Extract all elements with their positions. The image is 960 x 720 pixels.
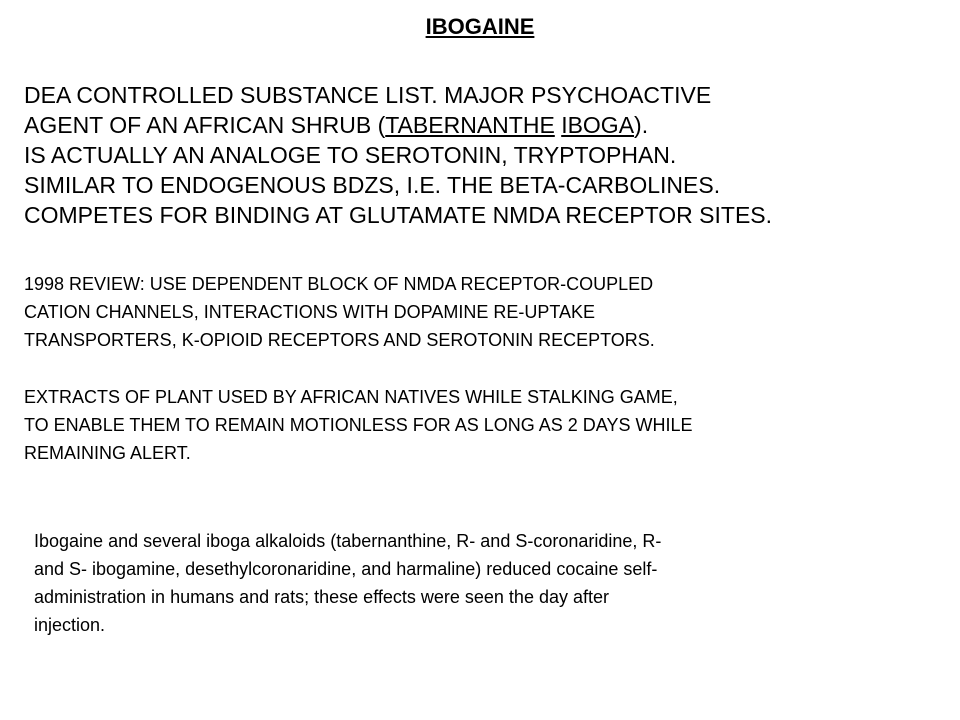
note-line-2: and S- ibogamine, desethylcoronaridine, and harmaline) reduced cocaine self- <box>34 559 658 579</box>
main-line-2-prefix: AGENT OF AN AFRICAN SHRUB ( <box>24 112 386 138</box>
note-line-1: Ibogaine and several iboga alkaloids (tabernanthine, R- and S-coronaridine, R- <box>34 531 662 551</box>
extracts-line-3: REMAINING ALERT. <box>24 443 191 463</box>
page-title: IBOGAINE <box>425 14 535 39</box>
main-line-2 <box>24 110 944 140</box>
extracts-line-2: TO ENABLE THEM TO REMAIN MOTIONLESS FOR AS LONG AS 2 DAYS WHILE <box>24 415 693 435</box>
extracts-line-1: EXTRACTS OF PLANT USED BY AFRICAN NATIVES WHILE STALKING GAME, <box>24 387 678 407</box>
species-name: IBOGA <box>561 112 635 138</box>
research-note <box>34 527 874 639</box>
review-line-3: TRANSPORTERS, K-OPIOID RECEPTORS AND SEROTONIN RECEPTORS. <box>24 330 655 350</box>
extracts-paragraph <box>24 383 944 467</box>
review-line-2: CATION CHANNELS, INTERACTIONS WITH DOPAMINE RE-UPTAKE <box>24 302 596 322</box>
genus-name: TABERNANTHE <box>385 112 555 138</box>
main-line-3: IS ACTUALLY AN ANALOGE TO SEROTONIN, TRYPTOPHAN. <box>24 142 677 168</box>
review-line-1: 1998 REVIEW: USE DEPENDENT BLOCK OF NMDA RECEPTOR-COUPLED <box>24 274 654 294</box>
main-line-1: DEA CONTROLLED SUBSTANCE LIST. MAJOR PSYCHOACTIVE <box>24 82 712 108</box>
main-line-2-suffix: ). <box>634 112 649 138</box>
note-line-3: administration in humans and rats; these effects were seen the day after <box>34 587 609 607</box>
note-line-4: injection. <box>34 615 106 635</box>
review-paragraph <box>24 270 944 354</box>
main-line-4: SIMILAR TO ENDOGENOUS BDZS, I.E. THE BETA-CARBOLINES. <box>24 172 721 198</box>
main-line-5: COMPETES FOR BINDING AT GLUTAMATE NMDA RECEPTOR SITES. <box>24 202 773 228</box>
main-facts <box>24 80 944 230</box>
